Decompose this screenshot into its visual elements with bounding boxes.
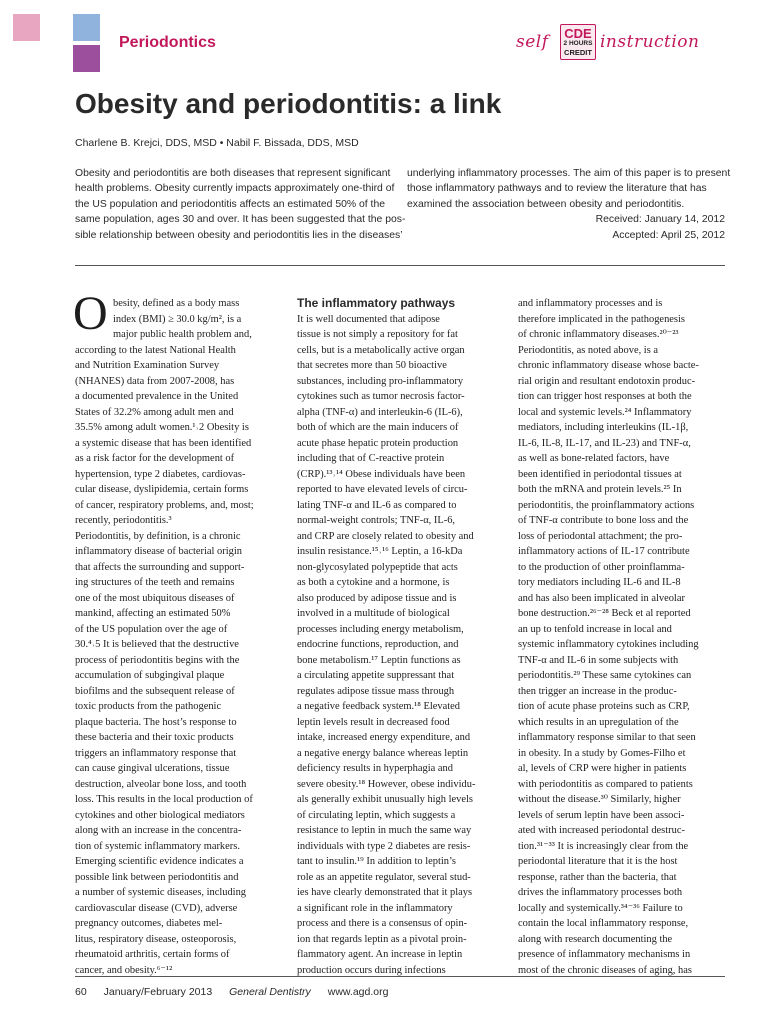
body-line: periodontitis, the proinflammatory actions <box>518 499 695 511</box>
body-line: without the disease.³⁰ Similarly, higher <box>518 794 681 805</box>
self-instruction-banner <box>516 24 706 58</box>
body-line: these bacteria and their toxic products <box>75 732 234 743</box>
body-line: recently, periodontitis.³ <box>75 515 172 526</box>
article-title: Obesity and periodontitis: a link <box>75 88 502 119</box>
body-line: both of which are the main inducers of <box>297 422 459 433</box>
body-line: processes including energy metabolism, <box>297 623 464 635</box>
section-label: Periodontics <box>119 34 216 51</box>
body-column-1 <box>75 296 254 978</box>
body-line: triggers an inflammatory response that <box>75 747 237 759</box>
body-line: of chronic inflammatory diseases.²⁰⁻²³ <box>518 329 679 340</box>
body-line: mediators, including interleukins (IL-1β, <box>518 422 689 433</box>
body-line: role as an appetite regulator, several stud- <box>297 871 471 883</box>
body-line: possible link between periodontitis and <box>75 871 239 883</box>
abstract-line: Obesity and periodontitis are both diseases that represent significant <box>75 168 391 179</box>
abstract-line: underlying inflammatory processes. The aim of this paper is to present <box>407 168 731 179</box>
self-word: self <box>516 32 549 52</box>
abstract-line: health problems. Obesity currently impacts approximately one-third of <box>75 183 395 195</box>
body-line: ion that regards leptin as a pivotal proin- <box>297 933 467 945</box>
body-line: and Nutrition Examination Survey <box>75 360 220 371</box>
body-line: been identified in periodontal tissues at <box>518 468 682 480</box>
body-line: an up to tenfold increase in local and <box>518 623 672 635</box>
body-line: cells, but is a metabolically active organ <box>297 344 465 356</box>
body-line: lating TNF-α and IL-6 as compared to <box>297 499 457 511</box>
body-line: bone metabolism.¹⁷ Leptin functions as <box>297 654 461 666</box>
page-number: 60 <box>75 986 87 998</box>
issue-date: January/February 2013 <box>103 986 213 998</box>
body-line: contain the local inflammatory response, <box>518 918 689 929</box>
body-line: process of periodontitis begins with the <box>75 654 240 666</box>
body-line: ies have clearly demonstrated that it plays <box>297 887 473 898</box>
body-line: and has also been implicated in alveolar <box>518 592 685 604</box>
body-line: mankind, affecting an estimated 50% <box>75 608 231 619</box>
body-line: toxic products from the pathogenic <box>75 701 222 712</box>
body-line: production occurs during infections <box>297 964 446 976</box>
body-line: severe obesity.¹⁸ However, obese individu- <box>297 778 476 790</box>
body-line: of cancer, respiratory problems, and, most; <box>75 499 254 511</box>
body-line: destruction, alveolar bone loss, and tooth <box>75 778 247 790</box>
body-line: tion of acute phase proteins such as CRP, <box>518 701 690 712</box>
abstract-right <box>407 166 730 243</box>
body-line: acute phase hepatic protein production <box>297 437 459 449</box>
body-line: with periodontitis as compared to patients <box>518 778 693 790</box>
received-date: Received: January 14, 2012 <box>595 214 725 226</box>
body-line: including that of C-reactive protein <box>297 453 445 464</box>
body-line: regulates adipose tissue mass through <box>297 685 455 697</box>
body-line: tion.³¹⁻³³ It is increasingly clear from the <box>518 840 689 852</box>
body-line: that affects the surrounding and support- <box>75 561 245 573</box>
body-line: flammatory agent. An increase in leptin <box>297 949 463 960</box>
divider <box>75 265 725 266</box>
cde-credit-badge <box>560 24 596 60</box>
body-line: locally and systemically.³⁴⁻³⁶ Failure to <box>518 902 683 914</box>
body-line: ing structures of the teeth and remains <box>75 577 235 588</box>
body-line: most of the chronic diseases of aging, has <box>518 964 692 976</box>
body-line: insulin resistance.¹⁵˒¹⁶ Leptin, a 16-kDa <box>297 546 463 557</box>
body-line: Emerging scientific evidence indicates a <box>75 856 244 867</box>
body-line: intake, increased energy expenditure, and <box>297 732 471 743</box>
body-line: tissue is not simply a repository for fat <box>297 329 458 340</box>
body-line: process and there is a consensus of opin- <box>297 918 468 929</box>
body-line: It is well documented that adipose <box>297 313 440 325</box>
body-line: resistance to leptin in much the same way <box>297 825 472 836</box>
body-line: deficiency results in hyperphagia and <box>297 763 453 774</box>
body-line: inflammatory actions of IL-17 contribute <box>518 546 690 557</box>
body-line: Periodontitis, as noted above, is a <box>518 344 659 356</box>
body-line: a significant role in the inflammatory <box>297 902 453 914</box>
section-heading: The inflammatory pathways <box>297 296 456 310</box>
body-line: inflammatory response similar to that seen <box>518 732 696 743</box>
body-line: a negative energy balance whereas leptin <box>297 747 469 759</box>
abstract-line: the US population and periodontitis affects an estimated 50% of the <box>75 198 385 210</box>
body-line: that secretes more than 50 bioactive <box>297 360 447 371</box>
body-line: reported to have elevated levels of circu- <box>297 484 468 495</box>
body-line: endocrine functions, reproduction, and <box>297 639 459 650</box>
body-line: both the mRNA and protein levels.²⁵ In <box>518 484 682 495</box>
article-authors: Charlene B. Krejci, DDS, MSD • Nabil F. Bissada, DDS, MSD <box>75 137 359 149</box>
instruction-word: instruction <box>600 32 700 52</box>
body-line: periodontal literature that it is the host <box>518 856 678 867</box>
body-line: rheumatoid arthritis, certain forms of <box>75 949 230 960</box>
body-line: a systemic disease that has been identified <box>75 437 252 449</box>
body-line: non-glycosylated polypeptide that acts <box>297 561 458 573</box>
body-line: as well as bone-related factors, have <box>518 453 670 464</box>
body-line: to the production of other proinflamma- <box>518 561 685 573</box>
body-line: plaque bacteria. The host’s response to <box>75 716 237 728</box>
body-line: tion can trigger host responses at both the <box>518 391 692 402</box>
body-line: als generally exhibit unusually high levels <box>297 794 473 805</box>
journal-url[interactable]: www.agd.org <box>327 986 389 998</box>
body-line: can cause gingival ulcerations, tissue <box>75 763 230 774</box>
body-line: litus, respiratory disease, osteoporosis, <box>75 933 237 945</box>
body-line: then trigger an increase in the produc- <box>518 685 677 697</box>
decor-square-purple <box>73 45 100 72</box>
body-line: and CRP are closely related to obesity and <box>297 530 474 542</box>
abstract-line: those inflammatory pathways and to review the literature that has <box>407 183 707 195</box>
body-line: cardiovascular disease (CVD), adverse <box>75 902 238 914</box>
body-line: along with an increase in the concentra- <box>75 825 242 836</box>
body-line: (NHANES) data from 2007-2008, has <box>75 375 235 387</box>
body-line: States of 32.2% among adult men and <box>75 406 234 418</box>
body-line: periodontitis.²⁹ These same cytokines can <box>518 670 692 681</box>
body-line: as both a cytokine and a hormone, is <box>297 577 450 588</box>
accepted-date: Accepted: April 25, 2012 <box>612 229 725 241</box>
decor-square-blue <box>73 14 100 41</box>
body-line: cytokines and other biological mediators <box>75 809 245 821</box>
body-line: drives the inflammatory processes both <box>518 887 683 898</box>
body-line: Periodontitis, by definition, is a chronic <box>75 530 241 542</box>
body-line: chronic inflammatory disease whose bacte- <box>518 360 699 371</box>
drop-cap: O <box>73 287 108 340</box>
body-line: ated with increased periodontal destruc- <box>518 825 685 836</box>
body-line: normal-weight controls; TNF-α, IL-6, <box>297 515 456 526</box>
body-line: a documented prevalence in the United <box>75 391 239 402</box>
body-line: al, levels of CRP were higher in patients <box>518 763 687 774</box>
body-line: and inflammatory processes and is <box>518 298 663 309</box>
body-line: levels of serum leptin have been associ- <box>518 809 685 821</box>
body-line: accumulation of subgingival plaque <box>75 670 225 681</box>
body-line: besity, defined as a body mass <box>113 298 240 309</box>
body-line: alpha (TNF-α) and interleukin-6 (IL-6), <box>297 406 463 418</box>
body-line: cular disease, dyslipidemia, certain forms <box>75 484 249 495</box>
cde-badge-credit: CREDIT <box>564 47 592 57</box>
body-line: loss. This results in the local production of <box>75 794 253 805</box>
body-line: also produced by adipose tissue and is <box>297 592 457 604</box>
body-line: systemic inflammatory cytokines including <box>518 639 699 650</box>
body-line: pregnancy outcomes, diabetes mel- <box>75 918 223 929</box>
body-line: involved in a multitude of biological <box>297 608 450 619</box>
body-line: cytokines such as tumor necrosis factor- <box>297 391 465 402</box>
body-line: rial origin and resultant endotoxin produc- <box>518 375 696 387</box>
body-line: bone destruction.²⁶⁻²⁸ Beck et al reported <box>518 608 691 619</box>
cde-badge-title: CDE <box>564 26 592 41</box>
body-line: major public health problem and, <box>113 329 252 340</box>
body-line: which results in an upregulation of the <box>518 716 679 728</box>
body-line: tant to insulin.¹⁹ In addition to leptin’s <box>297 856 456 867</box>
body-line: tion of systemic inflammatory markers. <box>75 840 240 852</box>
body-line: substances, including pro-inflammatory <box>297 375 464 387</box>
body-line: index (BMI) ≥ 30.0 kg/m², is a <box>113 313 242 325</box>
body-line: cancer, and obesity.⁶⁻¹² <box>75 964 173 976</box>
body-line: IL-6, IL-8, IL-17, and IL-23) and TNF-α, <box>518 437 691 449</box>
body-line: along with research documenting the <box>518 933 673 945</box>
body-line: 30.⁴˒5 It is believed that the destructive <box>75 639 239 650</box>
body-column-3 <box>518 296 699 978</box>
body-line: local and systemic levels.²⁴ Inflammatory <box>518 406 692 418</box>
abstract-line: examined the association between obesity and periodontitis. <box>407 198 685 210</box>
body-line: of TNF-α contribute to bone loss and the <box>518 515 689 526</box>
body-line: a number of systemic diseases, including <box>75 887 247 898</box>
body-line: therefore implicated in the pathogenesis <box>518 313 685 325</box>
body-line: biofilms and the subsequent release of <box>75 685 235 697</box>
journal-name: General Dentistry <box>229 986 311 998</box>
body-line: according to the latest National Health <box>75 344 236 356</box>
body-line: one of the most ubiquitous diseases of <box>75 592 235 604</box>
page-footer <box>75 986 402 998</box>
body-column-2 <box>297 296 475 978</box>
body-line: individuals with type 2 diabetes are resis- <box>297 840 471 852</box>
body-line: presence of inflammatory mechanisms in <box>518 949 691 960</box>
body-line: leptin levels result in decreased food <box>297 716 450 728</box>
body-line: 35.5% among adult women.¹˒2 Obesity is <box>75 422 249 433</box>
body-line: of the US population over the age of <box>75 623 228 635</box>
body-line: in obesity. In a study by Gomes-Filho et <box>518 747 686 759</box>
cde-badge-hours: 2 HOURS <box>563 40 593 47</box>
abstract-left <box>75 166 405 243</box>
body-line: hypertension, type 2 diabetes, cardiovas- <box>75 468 246 480</box>
body-line: tory mediators including IL-6 and IL-8 <box>518 577 681 588</box>
decor-square-pink <box>13 14 40 41</box>
abstract-line: same population, ages 30 and over. It has been suggested that the pos- <box>75 214 406 226</box>
body-line: loss of periodontal attachment; the pro- <box>518 530 683 542</box>
divider <box>75 976 725 977</box>
body-line: (CRP).¹³˒¹⁴ Obese individuals have been <box>297 468 466 480</box>
body-line: a circulating appetite suppressant that <box>297 670 455 681</box>
body-line: a negative feedback system.¹⁸ Elevated <box>297 701 460 712</box>
body-line: TNF-α and IL-6 in some subjects with <box>518 654 679 666</box>
body-line: response, rather than the bacteria, that <box>518 871 677 883</box>
body-line: inflammatory disease of bacterial origin <box>75 546 242 557</box>
body-line: as a risk factor for the development of <box>75 453 235 464</box>
abstract-line: sible relationship between obesity and periodontitis lies in the diseases’ <box>75 229 403 241</box>
body-line: of circulating leptin, which suggests a <box>297 809 456 821</box>
